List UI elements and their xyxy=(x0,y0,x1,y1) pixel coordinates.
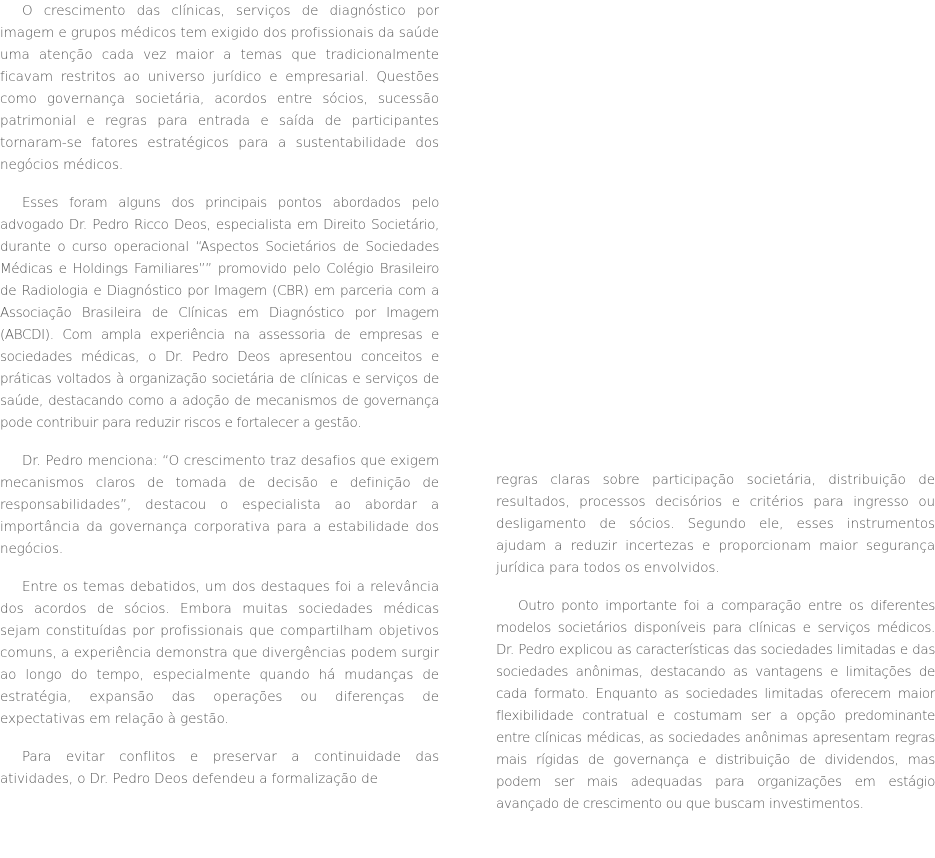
article-paragraph-5: Para evitar conflitos e preservar a continuidade das atividades, o Dr. Pedro Deos defendeu a formalização de xyxy=(0,749,439,787)
article-paragraph-1: O crescimento das clínicas, serviços de diagnóstico por imagem e grupos médicos tem exigido dos profissionais da saúde uma atenção cada vez maior a temas que tradicionalmente ficavam restritos ao universo jurídico e empresarial. Questões como governança societária, acordos entre sócios, sucessão patrimonial e regras para entrada e saída de participantes tornaram-se fatores estratégicos para a sustentabilidade dos negócios médicos. xyxy=(0,3,439,173)
article-right-column xyxy=(496,469,935,831)
article-left-column xyxy=(0,0,439,806)
article-paragraph-6: regras claras sobre participação societária, distribuição de resultados, processos decisórios e critérios para ingresso ou desligamento de sócios. Segundo ele, esses instrumentos ajudam a reduzir incertezas e proporcionam maior segurança jurídica para todos os envolvidos. xyxy=(496,472,935,576)
article-paragraph-7: Outro ponto importante foi a comparação entre os diferentes modelos societários disponíveis para clínicas e serviços médicos. Dr. Pedro explicou as características das sociedades limitadas e das sociedades anônimas, destacando as vantagens e limitações de cada formato. Enquanto as sociedades limitadas oferecem maior flexibilidade contratual e costumam ser a opção predominante entre clínicas médicas, as sociedades anônimas apresentam regras mais rígidas de governança e distribuição de dividendos, mas podem ser mais adequadas para organizações em estágio avançado de crescimento ou que buscam investimentos. xyxy=(496,598,935,812)
article-paragraph-4: Entre os temas debatidos, um dos destaques foi a relevância dos acordos de sócios. Embora muitas sociedades médicas sejam constituídas por profissionais que compartilham objetivos comuns, a experiência demonstra que divergências podem surgir ao longo do tempo, especialmente quando há mudanças de estratégia, expansão das operações ou diferenças de expectativas em relação à gestão. xyxy=(0,579,439,727)
article-paragraph-3: Dr. Pedro menciona: “O crescimento traz desafios que exigem mecanismos claros de tomada de decisão e definição de responsabilidades”, destacou o especialista ao abordar a importância da governança corporativa para a estabilidade dos negócios. xyxy=(0,453,439,557)
article-paragraph-2: Esses foram alguns dos principais pontos abordados pelo advogado Dr. Pedro Ricco Deos, especialista em Direito Societário, durante o curso operacional “Aspectos Societários de Sociedades Médicas e Holdings Familiares”” promovido pelo Colégio Brasileiro de Radiologia e Diagnóstico por Imagem (CBR) em parceria com a Associação Brasileira de Clínicas em Diagnóstico por Imagem (ABCDI). Com ampla experiência na assessoria de empresas e sociedades médicas, o Dr. Pedro Deos apresentou conceitos e práticas voltados à organização societária de clínicas e serviços de saúde, destacando como a adoção de mecanismos de governança pode contribuir para reduzir riscos e fortalecer a gestão. xyxy=(0,195,439,431)
